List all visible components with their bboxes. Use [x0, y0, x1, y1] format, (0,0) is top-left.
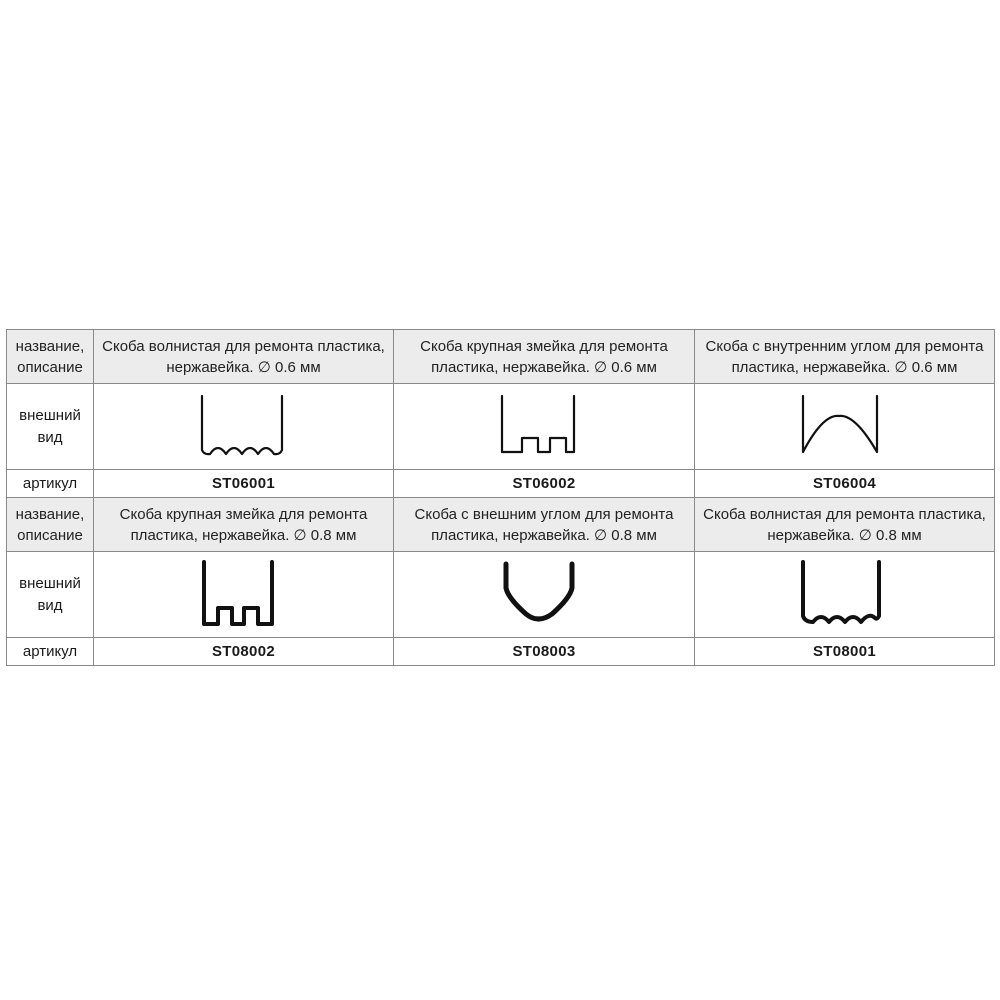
appearance-cell	[94, 552, 394, 638]
article-code: ST08001	[695, 638, 995, 666]
label-appearance: внешний вид	[7, 552, 94, 638]
appearance-row	[7, 552, 995, 638]
article-row	[7, 638, 995, 666]
wavy-staple-icon	[795, 558, 895, 632]
article-code: ST06004	[695, 470, 995, 498]
label-article: артикул	[7, 470, 94, 498]
serpentine-staple-icon	[494, 392, 594, 462]
description-cell: Скоба с внутренним углом для ремонта пластика, нержавейка. ∅ 0.6 мм	[695, 330, 995, 384]
label-name-description: название, описание	[7, 498, 94, 552]
label-appearance: внешний вид	[7, 384, 94, 470]
article-code: ST06002	[394, 470, 695, 498]
description-cell: Скоба волнистая для ремонта пластика, нержавейка. ∅ 0.8 мм	[695, 498, 995, 552]
staples-table	[6, 329, 995, 666]
appearance-cell	[695, 552, 995, 638]
description-cell: Скоба волнистая для ремонта пластика, нержавейка. ∅ 0.6 мм	[94, 330, 394, 384]
appearance-cell	[695, 384, 995, 470]
label-name-description: название, описание	[7, 330, 94, 384]
outer-angle-staple-icon	[494, 558, 594, 632]
appearance-cell	[394, 384, 695, 470]
serpentine-staple-icon	[194, 558, 294, 632]
article-code: ST06001	[94, 470, 394, 498]
description-cell: Скоба крупная змейка для ремонта пластика, нержавейка. ∅ 0.8 мм	[94, 498, 394, 552]
article-row	[7, 470, 995, 498]
appearance-cell	[394, 552, 695, 638]
wavy-staple-icon	[194, 392, 294, 462]
appearance-cell	[94, 384, 394, 470]
label-article: артикул	[7, 638, 94, 666]
appearance-row	[7, 384, 995, 470]
description-cell: Скоба крупная змейка для ремонта пластика, нержавейка. ∅ 0.6 мм	[394, 330, 695, 384]
description-row	[7, 498, 995, 552]
description-row	[7, 330, 995, 384]
article-code: ST08003	[394, 638, 695, 666]
article-code: ST08002	[94, 638, 394, 666]
description-cell: Скоба с внешним углом для ремонта пластика, нержавейка. ∅ 0.8 мм	[394, 498, 695, 552]
inner-angle-staple-icon	[795, 392, 895, 462]
